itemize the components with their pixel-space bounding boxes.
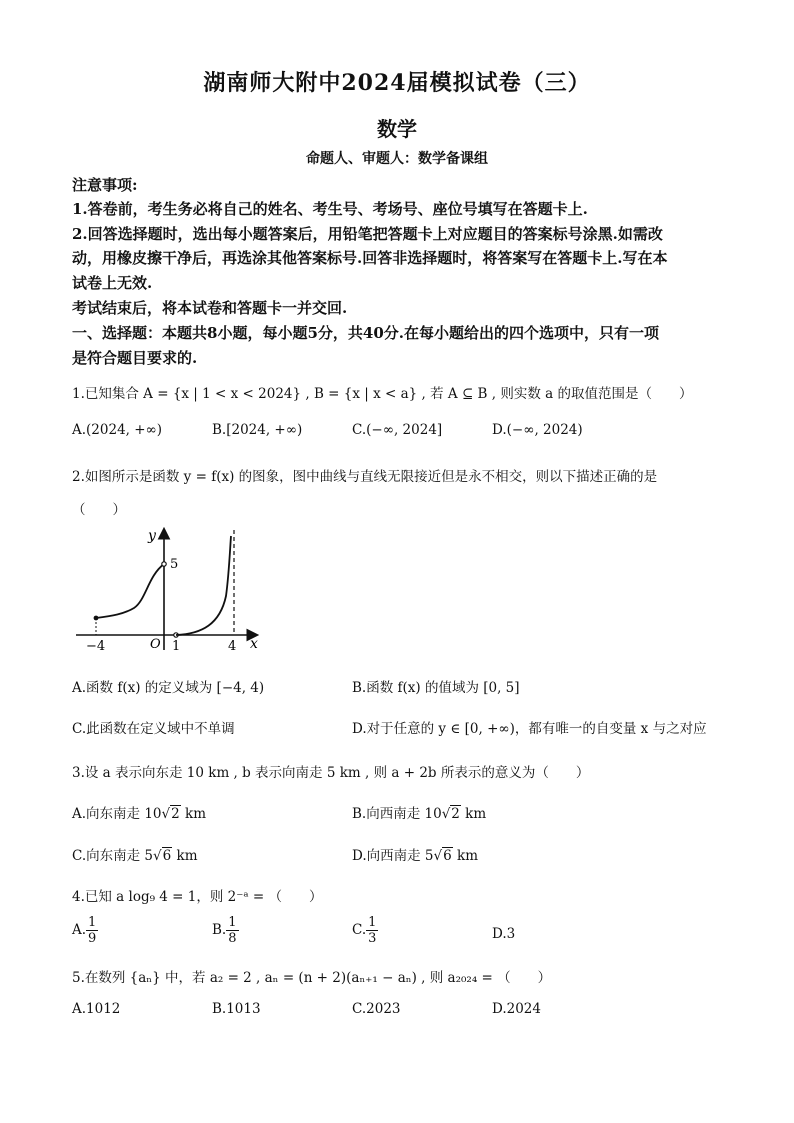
option-d-text: D.向西南走 5 [352,848,434,864]
subject-title: 数学 [377,117,417,141]
left-curve [96,564,164,618]
option-a-label: A. [72,922,87,938]
question-3-stem: 3.设 a 表示向东走 10 km , b 表示向南走 5 km , 则 a + 2b 所表示的意义为（ ） [72,765,590,781]
y-axis-label: y [148,528,156,544]
question-1-option-c: C.(−∞, 2024] [352,422,443,438]
section-1-line-1: 一、选择题：本题共8小题，每小题5分，共40分.在每小题给出的四个选项中，只有一项 [72,324,659,342]
option-b-label: B. [212,922,227,938]
option-b-radicand: 2 [451,806,460,822]
option-b-text: B.向西南走 10 [352,806,442,822]
question-3-option-d: D.向西南走 5√6 km [352,848,478,864]
option-c-fraction: $\frac{1}{3}$ [368,915,377,946]
question-5-option-c: C.2023 [352,1001,401,1017]
option-d-unit: km [452,848,478,864]
x-axis-label: x [250,636,258,652]
question-3-option-b: B.向西南走 10√2 km [352,806,487,822]
question-4-stem: 4.已知 a log₉ 4 = 1，则 2⁻ᵃ = （ ） [72,889,323,905]
tick-label-neg4: −4 [86,639,106,654]
question-4-option-d: D.3 [492,926,516,942]
option-a-radicand: 2 [171,806,180,822]
note-3: 考试结束后，将本试卷和答题卡一并交回. [72,299,348,317]
option-c-unit: km [172,848,198,864]
tick-label-4: 4 [228,639,237,654]
question-3-option-a: A.向东南走 10√2 km [72,806,206,822]
value-label-5: 5 [170,557,179,572]
option-a-fraction: $\frac{1}{9}$ [88,915,97,946]
question-1-stem: 1.已知集合 A = {x | 1 < x < 2024} , B = {x | x < a} , 若 A ⊆ B , 则实数 a 的取值范围是（ ） [72,386,693,402]
question-1-option-a: A.(2024, +∞) [72,422,163,438]
question-5-option-b: B.1013 [212,1001,261,1017]
question-4-option-a [72,916,98,945]
question-4-option-b [212,916,239,945]
note-2-line-3: 试卷上无效. [72,274,153,292]
right-curve [176,536,231,635]
question-2-paren: （ ） [72,502,126,518]
question-1-option-d: D.(−∞, 2024) [492,422,583,438]
question-2-option-a: A.函数 f(x) 的定义域为 [−4, 4) [72,680,265,696]
note-2-line-1: 2.回答选择题时，选出每小题答案后，用铅笔把答题卡上对应题目的答案标号涂黑.如需改 [72,225,663,243]
option-a-text: A.向东南走 10 [72,806,162,822]
option-c-radicand: 6 [162,848,172,864]
question-2-option-b: B.函数 f(x) 的值域为 [0, 5] [352,680,520,696]
note-2-line-2: 动，用橡皮擦干净后，再选涂其他答案标号.回答非选择题时，将答案写在答题卡上.写在本 [72,249,668,267]
question-5-option-d: D.2024 [492,1001,541,1017]
authors-line: 命题人、审题人：数学备课组 [306,151,488,167]
note-1: 1.答卷前，考生务必将自己的姓名、考生号、考场号、座位号填写在答题卡上. [72,200,588,218]
tick-label-1: 1 [172,639,181,654]
notes-heading: 注意事项: [72,176,138,194]
origin-label: O [150,637,161,652]
option-b-unit: km [460,806,487,822]
option-b-fraction: $\frac{1}{8}$ [228,915,237,946]
option-c-text: C.向东南走 5 [72,848,154,864]
exam-title: 湖南师大附中2024届模拟试卷（三） [203,70,591,96]
function-graph [72,524,262,654]
option-d-radicand: 6 [443,848,452,864]
question-5-stem: 5.在数列 {aₙ} 中，若 a₂ = 2 , aₙ = (n + 2)(aₙ₊₁ − aₙ) , 则 a₂₀₂₄ = （ ） [72,970,552,986]
open-point-5 [162,562,166,566]
question-2-option-c: C.此函数在定义域中不单调 [72,721,235,737]
question-3-option-c: C.向东南走 5√6 km [72,848,198,864]
question-2-option-d: D.对于任意的 y ∈ [0, +∞)，都有唯一的自变量 x 与之对应 [352,721,707,737]
question-4-option-c [352,916,378,945]
section-1-line-2: 是符合题目要求的. [72,349,198,367]
question-2-stem: 2.如图所示是函数 y = f(x) 的图象，图中曲线与直线无限接近但是永不相交，则以下描述正确的是 [72,469,658,485]
question-1-option-b: B.[2024, +∞) [212,422,303,438]
option-a-unit: km [180,806,206,822]
option-c-label: C. [352,922,367,938]
question-5-option-a: A.1012 [72,1001,121,1017]
